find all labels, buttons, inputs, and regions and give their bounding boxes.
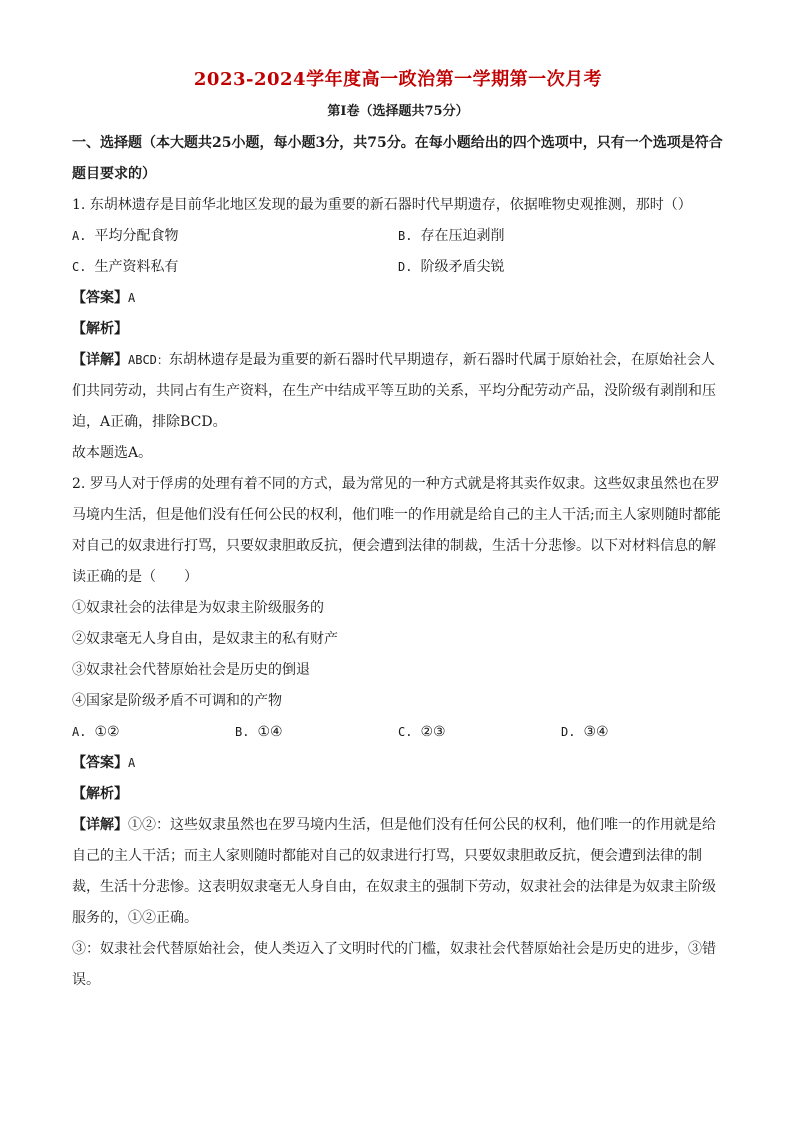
option-b (235, 717, 398, 748)
option-label: A. (72, 725, 87, 739)
question-1-detail (72, 345, 724, 438)
detail-text: 东胡林遗存是最为重要的新石器时代早期遗存，新石器时代属于原始社会，在原始社会人们共同劳动，共同占有生产资料，在生产中结成平等互助的关系，平均分配劳动产品，没阶级有剥削和压迫，A正确，排除BCD。 (72, 352, 716, 430)
question-1-analysis (72, 314, 724, 345)
question-2-detail-3: ③：奴隶社会代替原始社会，使人类迈入了文明时代的门槛，奴隶社会代替原始社会是历史的进步，③错误。 (72, 941, 716, 988)
statement-3: ③奴隶社会代替原始社会是历史的倒退 (72, 662, 310, 678)
option-label: C. (398, 725, 413, 739)
section-subtitle: 第Ⅰ卷（选择题共75分） (327, 104, 469, 119)
question-2-analysis (72, 779, 724, 810)
option-label: A. (72, 229, 87, 243)
option-c (398, 717, 561, 748)
option-d (398, 252, 724, 283)
question-1-options-row-1 (72, 221, 724, 252)
option-label: C. (72, 260, 87, 274)
option-text: 阶级矛盾尖锐 (420, 259, 505, 275)
statement-4: ④国家是阶级矛盾不可调和的产物 (72, 693, 282, 709)
statement-2: ②奴隶毫无人身自由，是奴隶主的私有财产 (72, 631, 338, 647)
option-text: ②③ (420, 724, 446, 740)
option-c (72, 252, 398, 283)
detail-prefix: ABCD： (128, 353, 169, 367)
option-d (561, 717, 724, 748)
section-heading: 一、选择题（本大题共25小题，每小题3分，共75分。在每小题给出的四个选项中，只有一个选项是符合题目要求的） (72, 135, 723, 182)
detail-tag: 【详解】 (72, 817, 128, 833)
answer-tag: 【答案】 (72, 290, 128, 306)
option-text: ③④ (583, 724, 609, 740)
option-a (72, 221, 398, 252)
option-a (72, 717, 235, 748)
question-2-answer (72, 748, 724, 779)
detail-tag: 【详解】 (72, 352, 128, 368)
option-text: 平均分配食物 (94, 228, 179, 244)
option-label: D. (398, 260, 413, 274)
option-text: 生产资料私有 (94, 259, 179, 275)
question-1-conclusion: 故本题选A。 (72, 445, 153, 461)
detail-text: ①②：这些奴隶虽然也在罗马境内生活，但是他们没有任何公民的权利，他们唯一的作用就是给自己的主人干活；而主人家则随时都能对自己的奴隶进行打骂，只要奴隶胆敢反抗，便会遭到法律的制裁，生活十分悲惨。这表明奴隶毫无人身自由，在奴隶主的强制下劳动，奴隶社会的法律是为奴隶主阶级服务的，①②正确。 (72, 817, 716, 926)
option-text: ①② (94, 724, 120, 740)
statement-1: ①奴隶社会的法律是为奴隶主阶级服务的 (72, 600, 324, 616)
question-1-answer (72, 283, 724, 314)
answer-value: A (128, 291, 136, 305)
exam-page (72, 64, 724, 996)
question-2-stem: 2. 罗马人对于俘虏的处理有着不同的方式，最为常见的一种方式就是将其卖作奴隶。这些奴隶虽然也在罗马境内生活，但是他们没有任何公民的权利，他们唯一的作用就是给自己的主人干活;而主人家则随时都能对自己的奴隶进行打骂，只要奴隶胆敢反抗，便会遭到法律的制裁，生活十分悲惨。以下对材料信息的解读正确的是（ ） (72, 476, 721, 585)
analysis-tag: 【解析】 (72, 786, 128, 802)
option-label: B. (235, 725, 250, 739)
option-label: B. (398, 229, 413, 243)
option-text: 存在压迫剥削 (420, 228, 505, 244)
analysis-tag: 【解析】 (72, 321, 128, 337)
answer-value: A (128, 756, 136, 770)
question-2-detail (72, 810, 724, 934)
answer-tag: 【答案】 (72, 755, 128, 771)
exam-title: 2023-2024学年度高一政治第一学期第一次月考 (193, 69, 603, 90)
option-label: D. (561, 725, 576, 739)
question-2-options (72, 717, 724, 748)
question-1-options-row-2 (72, 252, 724, 283)
option-b (398, 221, 724, 252)
option-text: ①④ (257, 724, 283, 740)
question-1-stem: 1. 东胡林遗存是目前华北地区发现的最为重要的新石器时代早期遗存，依据唯物史观推测，那时（） (72, 197, 692, 213)
